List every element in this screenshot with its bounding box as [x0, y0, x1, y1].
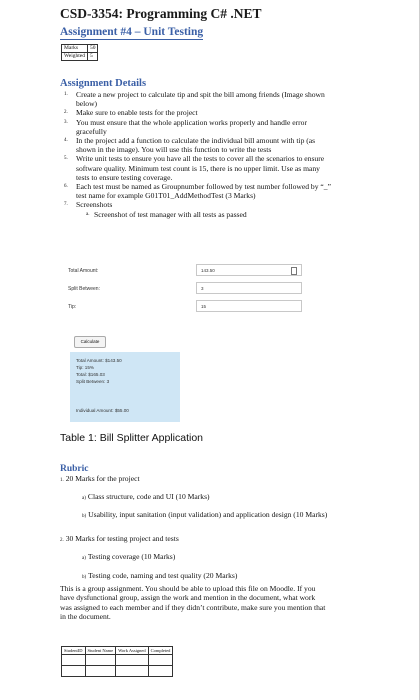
tip-label: Tip: — [68, 304, 77, 310]
result-total-amount: Total Amount: $143.50 — [76, 358, 122, 363]
list-number: 3. — [64, 119, 68, 125]
list-item — [64, 108, 334, 117]
marks-label: Marks — [62, 45, 88, 53]
list-number: 2. — [60, 538, 64, 543]
list-item — [64, 118, 334, 136]
list-text: Usability, input sanitation (input validation) and application design (10 Marks) — [88, 510, 328, 519]
table-cell — [116, 666, 149, 677]
result-split: Split Between: 3 — [76, 379, 110, 384]
column-header: Student Name — [85, 647, 116, 655]
list-number: b) — [82, 514, 87, 519]
list-number: 7. — [64, 202, 68, 208]
list-number: 1. — [60, 478, 64, 483]
rubric-subitem — [82, 571, 237, 582]
list-text: Testing code, naming and test quality (20 Marks) — [88, 571, 238, 580]
marks-table — [61, 44, 98, 61]
list-number: a) — [82, 496, 86, 501]
list-text: 30 Marks for testing project and tests — [65, 534, 179, 543]
table-cell — [148, 666, 173, 677]
rubric-subitem — [82, 552, 175, 563]
list-item — [64, 136, 334, 154]
list-number: 6. — [64, 184, 68, 190]
list-item — [64, 200, 334, 209]
details-heading: Assignment Details — [60, 78, 147, 89]
list-number: 1. — [64, 92, 68, 97]
column-header: StudentID — [62, 647, 86, 655]
table-header-row — [62, 647, 173, 655]
table-row — [62, 655, 173, 666]
result-individual: Individual Amount: $55.00 — [76, 408, 129, 413]
rubric-item — [60, 474, 140, 485]
table-cell — [85, 655, 116, 666]
figure-caption: Table 1: Bill Splitter Application — [60, 432, 203, 444]
list-text: In the project add a function to calculate the individual bill amount with tip (as shown in the image). You will use this function to write the tests — [76, 136, 316, 155]
list-item — [64, 154, 334, 182]
table-cell — [116, 655, 149, 666]
details-list — [64, 90, 334, 219]
table-cell — [62, 655, 86, 666]
list-number: 5. — [64, 156, 68, 162]
table-cell — [148, 655, 173, 666]
rubric-item — [60, 534, 179, 545]
list-number: 4. — [64, 138, 68, 144]
list-text: Make sure to enable tests for the project — [76, 108, 198, 118]
result-panel — [70, 352, 180, 422]
total-amount-value: 143.50 — [201, 268, 215, 273]
list-number: 2. — [64, 110, 68, 116]
list-text: Each test must be named as Groupnumber followed by test number followed by “_” test name for example G01T01_AddMethodTest (3 Marks) — [76, 182, 331, 201]
submission-table — [61, 646, 173, 677]
total-amount-label: Total Amount: — [68, 268, 99, 274]
list-item — [64, 90, 334, 108]
list-text: Write unit tests to ensure you have all the tests to cover all the scenarios to ensure software quality. Minimum test count is 15, there is no upper limit. Use as many tests to ensure testing coverage. — [76, 154, 325, 182]
list-text: Create a new project to calculate tip and spit the bill among friends (Image shown below) — [76, 90, 325, 109]
calculate-button: Calculate — [74, 336, 106, 348]
bill-splitter-figure — [60, 262, 310, 427]
weighted-value: 5 — [87, 53, 98, 61]
result-tip: Tip: 15% — [76, 365, 94, 370]
split-between-field — [196, 282, 302, 294]
column-header: Completed — [148, 647, 173, 655]
tip-field — [196, 300, 302, 312]
list-text: Screenshots — [76, 200, 113, 210]
weighted-label: Weighted — [62, 53, 88, 61]
list-text: You must ensure that the whole application works properly and handle error gracefully — [76, 117, 307, 136]
rubric-heading: Rubric — [60, 464, 89, 474]
split-between-label: Split Between: — [68, 286, 100, 292]
course-title: CSD-3354: Programming C# .NET — [60, 6, 262, 21]
list-text: Class structure, code and UI (10 Marks) — [87, 492, 210, 501]
list-text: 20 Marks for the project — [65, 474, 140, 483]
table-row — [62, 666, 173, 677]
table-cell — [85, 666, 116, 677]
list-number: b) — [82, 575, 87, 580]
list-number: a. — [86, 211, 90, 217]
tip-value: 15 — [201, 304, 207, 309]
marks-value: 50 — [87, 45, 98, 53]
calculator-icon — [291, 267, 297, 275]
rubric-subitem — [82, 492, 210, 503]
table-cell — [62, 666, 86, 677]
list-number: a) — [82, 556, 86, 561]
list-text: Screenshot of test manager with all tests as passed — [94, 209, 247, 219]
list-text: Testing coverage (10 Marks) — [87, 552, 176, 561]
list-item — [64, 182, 334, 200]
assignment-title: Assignment #4 – Unit Testing — [60, 26, 204, 38]
group-assignment-note: This is a group assignment. You should be able to upload this file on Moodle. If you have dysfunctional group, assign the work and mention in the document, what work was assigned to each member and if they didn’t contribute, make sure you mention that in the document. — [60, 584, 326, 622]
rubric-subitem — [82, 510, 332, 521]
split-between-value: 3 — [201, 286, 204, 291]
column-header: Work Assigned — [116, 647, 149, 655]
result-total: Total: $165.03 — [76, 372, 105, 377]
list-subitem — [64, 210, 334, 219]
total-amount-field — [196, 264, 302, 276]
